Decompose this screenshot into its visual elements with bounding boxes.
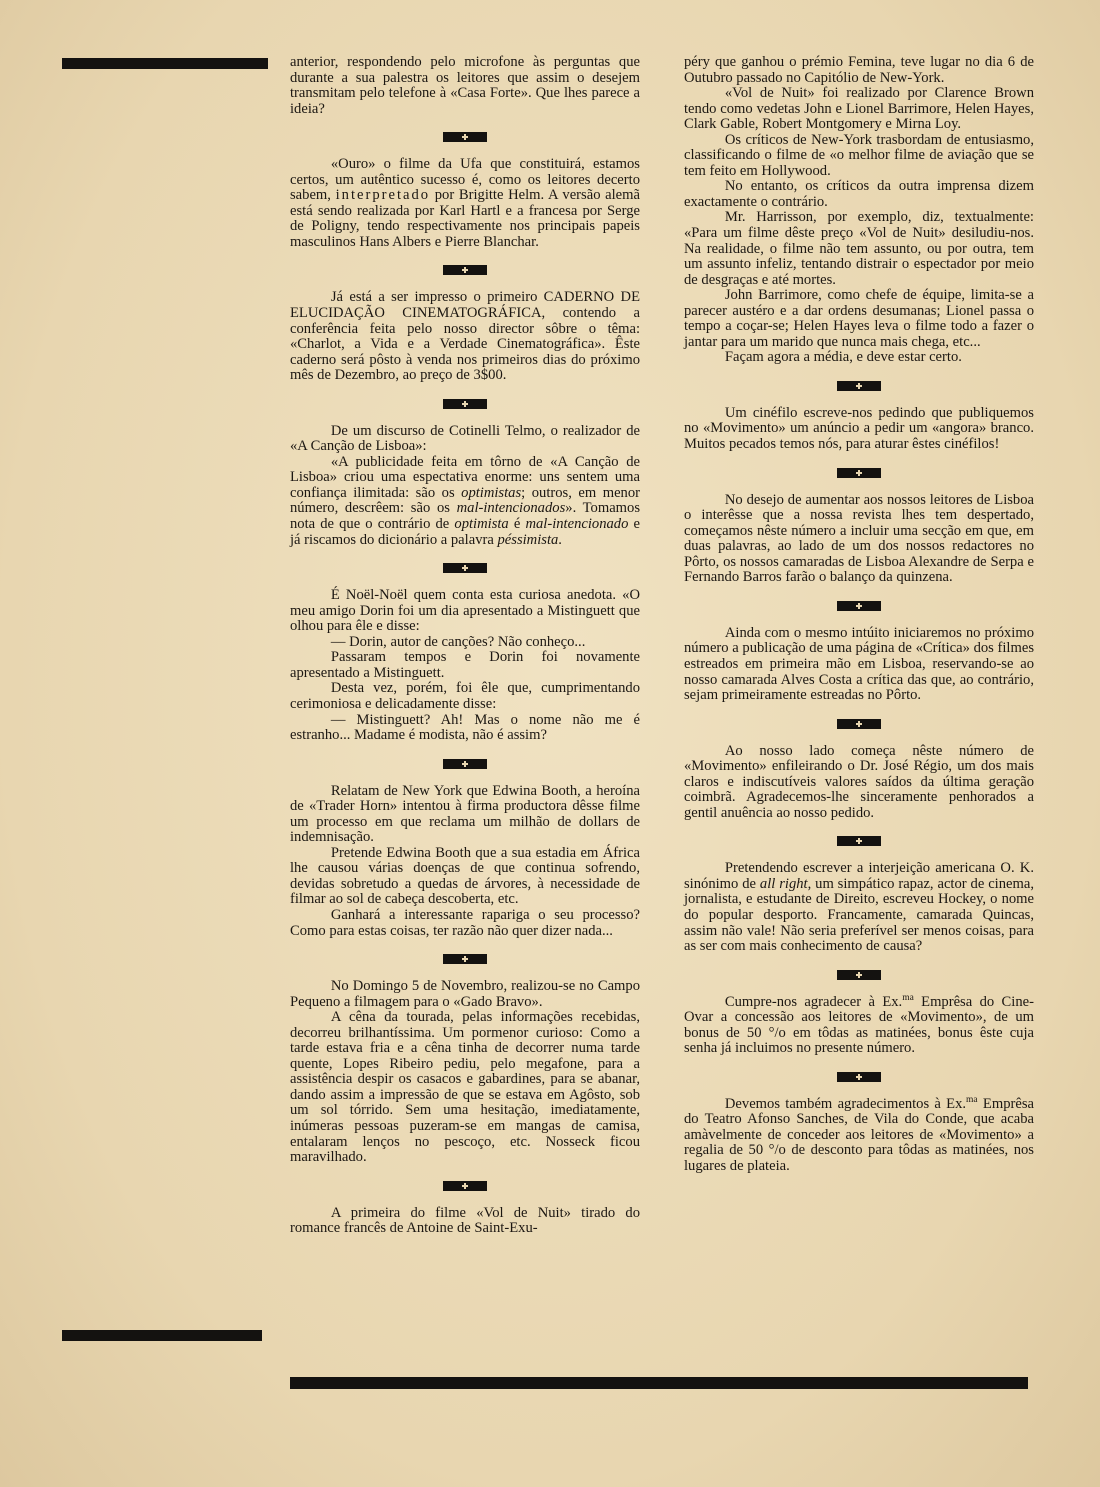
paragraph: Os críticos de New-York trasbordam de entusiasmo, classificando o filme de «o melhor filme de aviação que se tem feito em Hollywood. — [684, 131, 1034, 179]
paragraph: No desejo de aumentar aos nossos leitores de Lisboa o interêsse que a nossa revista lhes tem despertado, começamos nêste número a incluir uma secção em que, em duas palavras, ao lado de um dos nossos redactores no Pôrto, os nossos camaradas de Lisboa Alexandre de Serpa e Fernando Barros farão o balanço da quinzena. — [684, 491, 1034, 586]
text-italic: mal-intencionado — [525, 516, 629, 533]
paragraph — [684, 1094, 1034, 1175]
separator-ornament — [837, 719, 881, 729]
text: , um simpático rapaz, actor de cinema, jornalista, e estudante de Direito, escreveu Hockey, o nome do popular desporto. Francamente, camarada Quincas, assim não vale! Não seria preferível ser menos coisas, para as ser com mais conhecimento de causa? — [684, 875, 1034, 955]
paragraph — [684, 861, 1034, 954]
separator-ornament — [443, 265, 487, 275]
text: Emprêsa do Teatro Afonso Sanches, de Vila do Conde, que acaba amàvelmente de conceder aos leitores de «Movimento» a regalia de 50 °/o de desconto para tôdas as matinées, nos lugares de plateia. — [684, 1095, 1034, 1174]
text: é — [508, 516, 526, 533]
column-middle — [290, 55, 640, 1237]
paragraph: A primeira do filme «Vol de Nuit» tirado do romance francês de Antoine de Saint-Exu- — [290, 1204, 640, 1237]
text: Cumpre-nos agradecer à Ex. — [724, 993, 903, 1010]
separator-ornament — [443, 132, 487, 142]
paragraph: Já está a ser impresso o primeiro CADERNO DE ELUCIDAÇÃO CINEMATOGRÁFICA, contendo a conferência feita pelo nosso director sôbre o têma: «Charlot, a Vida e a Verdade Cinematográfica». Êste caderno será pôsto à venda nos primeiros dias do próximo mês de Dezembro, ao preço de 3$00. — [290, 289, 640, 384]
separator-ornament — [837, 381, 881, 391]
separator-ornament — [837, 970, 881, 980]
decorative-rule-bottom-left — [62, 1330, 262, 1341]
paragraph: anterior, respondendo pelo microfone às perguntas que durante a sua palestra os leitores que assim o desejem transmitam pelo telefone à «Casa Forte». Que lhes parece a ideia? — [290, 54, 640, 117]
text-italic: péssimista — [497, 531, 559, 548]
paragraph: Desta vez, porém, foi êle que, cumprimentando cerimoniosa e delicadamente disse: — [290, 680, 640, 712]
paragraph: Passaram tempos e Dorin foi novamente apresentado a Mistinguett. — [290, 649, 640, 681]
paragraph: Ainda com o mesmo intúito iniciaremos no próximo número a publicação de uma página de «Crítica» dos filmes estreados em primeira mão em Lisboa, reservando-se ao nosso camarada Alves Costa a crítica das que, ao contrário, sejam primeiramente estreadas no Pôrto. — [684, 624, 1034, 704]
paragraph: Um cinéfilo escreve-nos pedindo que publiquemos no «Movimento» um anúncio a pedir um «angora» branco. Muitos pecados temos nós, para aturar êstes cinéfilos! — [684, 404, 1034, 453]
paragraph: Façam agora a média, e deve estar certo. — [724, 349, 962, 366]
text-italic: mal-intencionados — [456, 500, 566, 517]
paragraph: No Domingo 5 de Novembro, realizou-se no Campo Pequeno a filmagem para o «Gado Bravo». — [290, 978, 640, 1010]
paragraph: péry que ganhou o prémio Femina, teve lugar no dia 6 de Outubro passado no Capitólio de New-York. — [684, 54, 1034, 86]
separator-ornament — [837, 1072, 881, 1082]
paragraph: Pretende Edwina Booth que a sua estadia em África lhe causou várias doenças de que continua sofrendo, devidas sobretudo a quedas de árvores, à necessidade de filmar ao sol de cabeça descoberta, etc. — [290, 844, 640, 908]
text: por Brigitte Helm. A versão alemã está sendo realizada por Karl Hartl e a francesa por Serge de Poligny, tendo respectivamente nos principais papeis masculinos Hans Albers e Pierre Blanchar. — [290, 187, 640, 250]
paragraph: Ganhará a interessante rapariga o seu processo? Como para estas coisas, ter razão não quer dizer nada... — [290, 906, 640, 939]
paragraph: No entanto, os críticos da outra imprensa dizem exactamente o contrário. — [684, 178, 1034, 210]
superscript: ma — [966, 1094, 978, 1105]
separator-ornament — [837, 836, 881, 846]
paragraph: Relatam de New York que Edwina Booth, a heroína de «Trader Horn» intentou à firma productora dêsse filme um processo em que reclama um milhão de dollars de indemnisação. — [290, 782, 640, 846]
superscript: ma — [902, 992, 914, 1003]
paragraph — [290, 157, 640, 250]
text-italic: optimistas — [461, 484, 522, 501]
paragraph: — Dorin, autor de canções? Não conheço... — [330, 633, 586, 650]
text-italic: all right — [759, 875, 808, 892]
text: . — [558, 531, 562, 548]
separator-ornament — [443, 1181, 487, 1191]
text: Pretendendo escrever a interjeição americana O. K. sinónimo de — [684, 860, 1034, 892]
separator-ornament — [443, 954, 487, 964]
text-spaced: interpretado — [335, 187, 431, 204]
text: Emprêsa do Cine-Ovar a concessão aos leitores de «Movimento», de um bonus de 50 °/o em tôdas as matinées, bonus êste cuja senha já incluimos no presente número. — [684, 993, 1034, 1057]
text: e já riscamos do dicionário a palavra — [290, 516, 640, 548]
separator-ornament — [837, 468, 881, 478]
paragraph: Mr. Harrisson, por exemplo, diz, textualmente: «Para um filme dêste preço «Vol de Nuit» desiludiu-nos. Na realidade, o filme não tem assunto, ou por outra, tem um assunto infeliz, tentando distrair o espectador por meio de desgraças e até mortes. — [684, 209, 1034, 288]
text: «Ouro» o filme da Ufa que constituirá, estamos certos, um autêntico sucesso é, como os leitores decerto sabem, — [290, 156, 640, 204]
paragraph — [290, 455, 640, 548]
text: ; outros, em menor número, descrêem: são os — [290, 484, 640, 517]
paragraph: «Vol de Nuit» foi realizado por Clarence Brown tendo como vedetas John e Lionel Barrimore, Helen Hayes, Clark Gable, Robert Montgomery e Mirna Loy. — [684, 85, 1034, 133]
paragraph: A cêna da tourada, pelas informações recebidas, decorreu brilhantíssima. Um pormenor curioso: Como a tarde estava fria e a cêna tinha de decorrer numa tarde quente, Lopes Ribeiro pediu, pelo megafone, para a assistência despir os casacos e gabardines, para se abanar, dando assim a impressão de que se estava em Agôsto, sob um sol tórrido. Sem uma hesitação, imediatamente, inúmeras pessoas puzeram-se em mangas de camisa, entalaram lenços no pescoço, etc. Nosseck ficou maravilhado. — [290, 1009, 640, 1166]
separator-ornament — [837, 601, 881, 611]
text: «A publicidade feita em tôrno de «A Canção de Lisboa» criou uma espectativa enorme: uns sentem uma confiança ilimitada: são os — [290, 453, 640, 501]
separator-ornament — [443, 399, 487, 409]
paragraph: De um discurso de Cotinelli Telmo, o realizador de «A Canção de Lisboa»: — [290, 422, 640, 455]
text: ». Tomamos nota de que o contrário de — [290, 500, 640, 533]
paragraph: Ao nosso lado começa nêste número de «Movimento» enfileirando o Dr. José Régio, um dos mais claros e indiscutíveis valores saídos da última geração coimbrã. Agradecemos-lhe sinceramente penhorados a gentil anuência ao nosso pedido. — [684, 742, 1034, 821]
separator-ornament — [443, 759, 487, 769]
paragraph: É Noël-Noël quem conta esta curiosa anedota. «O meu amigo Dorin foi um dia apresentado a Mistinguett que olhou para êle e disse: — [290, 587, 640, 635]
paragraph — [684, 992, 1034, 1057]
text-italic: optimista — [454, 516, 509, 533]
paragraph: — Mistinguett? Ah! Mas o nome não me é estranho... Madame é modista, não é assim? — [290, 711, 640, 744]
column-right — [684, 55, 1034, 1175]
text: Devemos também agradecimentos à Ex. — [724, 1095, 967, 1112]
paragraph: John Barrimore, como chefe de équipe, limita-se a parecer austéro e a dar ordens desumanas; Lionel passa o tempo a coçar-se; Helen Hayes leva o filme todo a fazer o jantar para um marido que nunca mais chega, etc... — [684, 287, 1034, 350]
decorative-rule-bottom — [290, 1377, 1028, 1389]
decorative-rule-top-left — [62, 58, 268, 69]
separator-ornament — [443, 563, 487, 573]
